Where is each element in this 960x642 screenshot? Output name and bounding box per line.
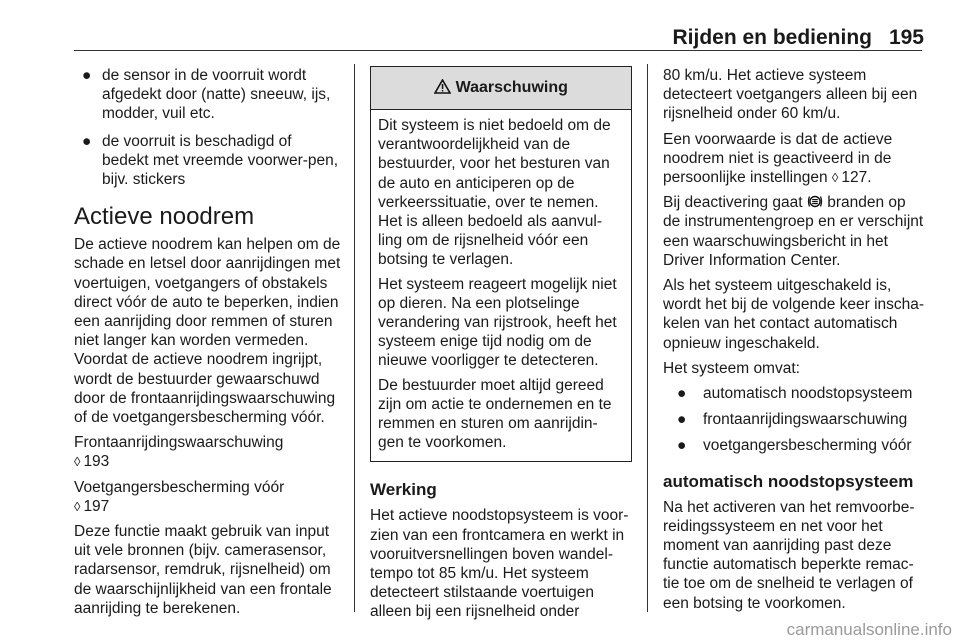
list-item [663,384,925,403]
page-number: 195 [888,26,924,49]
list-item-text: de voorruit is beschadigd of bedekt met vreemde voorwer-pen, bijv. stickers [102,132,339,189]
condition-paragraph [663,130,925,188]
warning-body [371,110,631,461]
bullet-icon: ● [82,132,92,150]
cross-reference[interactable] [74,433,342,471]
deactivation-paragraph [663,193,925,270]
deactivation-text-start: Bij deactivering gaat [663,194,803,212]
werking-paragraph: Het actieve noodstopsysteem is voor-zien van een frontcamera en werkt in vooruitversnellingen boven wandel-tempo tot 85 km/u. Het systeem detecteert stilstaande voertuigen alleen bij een rijsnelheid onder [370,507,629,621]
intro-paragraph: De actieve noodrem kan helpen om de schade en letsel door aanrijdingen met voertuigen, voetgangers of obstakels direct vóór de auto te beperken, indien een aanrijding door remmen of sturen niet langer kan worden vermeden. Voordat de actieve noodrem ingrijpt, wordt de bestuurder gewaarschuwd door de frontaanrijdingswaarschuwing of de voetgangersbescherming vóór. [74,236,341,427]
right-column [663,66,925,619]
list-item [74,66,342,124]
header-divider [74,50,922,51]
list-item-text: de sensor in de voorruit wordt afgedekt door (natte) sneeuw, ijs, modder, vuil etc. [102,67,331,123]
list-item [663,410,925,429]
warning-box [370,66,632,462]
middle-column [370,66,632,628]
list-item-text: automatisch noodstopsysteem [703,385,913,403]
warning-paragraph: Dit systeem is niet bedoeld om de verantwoordelijkheid van de bestuurder, voor het besturen van de auto en anticiperen op de verkeerssituatie, over te nemen. Het is alleen bedoeld als aanvul-ling om de rijsnelheid vóór een botsing te verlagen. [378,117,611,269]
warning-header [371,67,631,110]
deactivation-text-end: branden op de instrumentengroep en er verschijnt een waarschuwingsbericht in het Driver Information Center. [663,194,924,269]
outro-paragraph: Deze functie maakt gebruik van input uit vele bronnen (bijv. camerasensor, radarsensor, remdruk, rijsnelheid) om de waarschijnlijkheid van een frontale aanrijding te berekenen. [74,523,332,617]
reference-page[interactable]: 197 [83,497,110,515]
watermark: carmanualsonline.info [786,620,952,639]
left-column [74,66,342,624]
list-item [74,132,342,190]
bullet-icon: ● [677,437,687,455]
braking-paragraph: Na het activeren van het remvoorbe-reidingssysteem en net voor het moment van aanrijding past deze functie automatisch beperkte remac-tie toe om de snelheid te verlagen of een botsing te voorkomen. [663,498,915,612]
condition-text: Een voorwaarde is dat de actieve noodrem niet is geactiveerd in de persoonlijke instellingen [663,130,893,187]
page-reference-icon: ◊ [74,454,81,470]
system-intro: Het systeem omvat: [663,359,800,377]
page-reference-icon: ◊ [74,498,81,514]
column-divider-left [354,64,355,612]
list-item [663,436,925,455]
continued-paragraph: 80 km/u. Het actieve systeem detecteert voetgangers alleen bij een rijsnelheid onder 60 km/u. [663,67,918,123]
subsection-heading: Werking [370,480,437,500]
section-heading: Actieve noodrem [74,203,255,231]
warning-paragraph: Het systeem reageert mogelijk niet op dieren. Na een plotselinge verandering van rijstrook, heeft het systeem enige tijd nodig om de nieuwe voorligger te detecteren. [378,275,617,370]
page-header [0,0,960,52]
list-item-text: voetgangersbescherming vóór [703,437,912,455]
warning-paragraph: De bestuurder moet altijd gereed zijn om actie te ondernemen en te remmen en sturen om aanrijdin-gen te voorkomen. [378,376,612,452]
column-divider-right [647,64,648,612]
warning-triangle-icon [434,79,455,96]
reference-page[interactable]: 193 [83,453,110,471]
reference-page[interactable]: 127. [841,169,872,187]
page-reference-icon: ◊ [831,170,839,186]
reference-label: Voetgangersbescherming vóór [74,478,285,496]
brake-system-icon [807,194,827,211]
bullet-icon: ● [677,385,687,403]
warning-title: Waarschuwing [455,79,568,96]
section-title: Rijden en bediening [672,26,872,49]
reference-label: Frontaanrijdingswaarschuwing [74,434,284,452]
bullet-icon: ● [82,67,92,84]
subsection-heading: automatisch noodstopsysteem [663,471,914,491]
list-item-text: frontaanrijdingswaarschuwing [703,411,908,429]
cross-reference[interactable] [74,478,342,516]
bullet-icon: ● [677,411,687,429]
reactivation-paragraph: Als het systeem uitgeschakeld is, wordt het bij de volgende keer inscha-kelen van het contact automatisch opnieuw ingeschakeld. [663,277,925,352]
